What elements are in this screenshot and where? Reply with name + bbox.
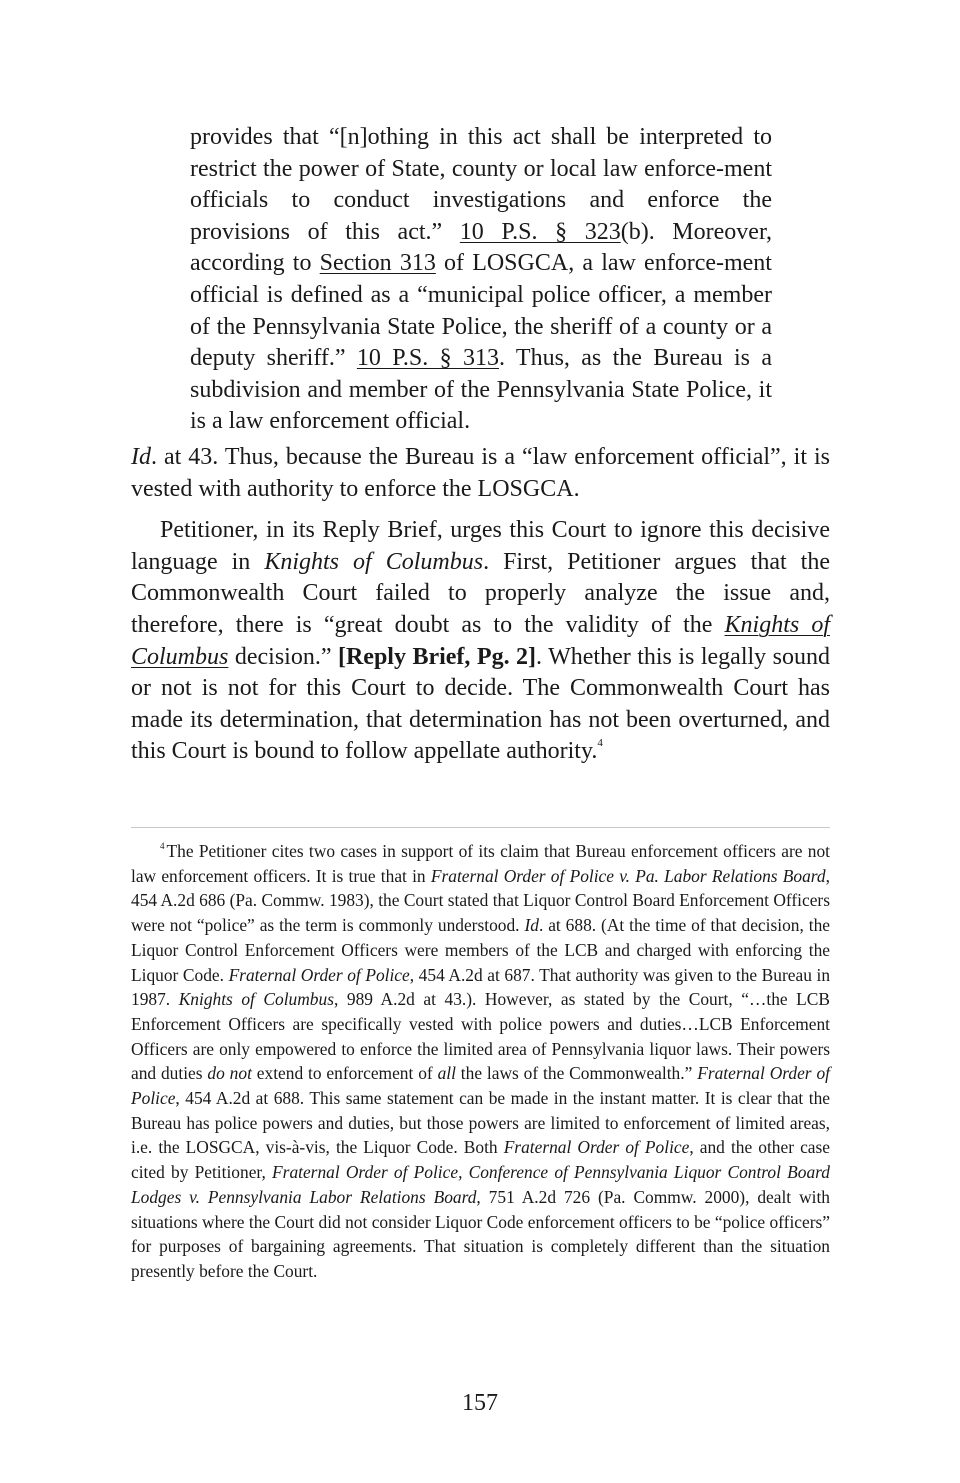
paragraph-reply-brief [131, 515, 830, 768]
paragraph-text: . First, Petitioner argues that the Commonwealth Court failed to properly analyze the issue and, therefore, there is “great doubt as to the validity of the [131, 548, 830, 638]
footnote-text: , 454 A.2d 686 (Pa. Commw. 1983), the Court stated that Liquor Control Board Enforcement Officers were not “police” as the term is commonly understood. [131, 865, 830, 936]
case-name: Fraternal Order of Police, Conference of Pennsylvania Liquor Control Board Lodges v. Pennsylvania Labor Relations Board [131, 1162, 830, 1207]
quote-text: . Thus, as the Bureau is a subdivision and member of the Pennsylvania State Police, it is a law enforcement official. [190, 345, 772, 435]
footnote-text: the laws of the Commonwealth.” [455, 1063, 698, 1084]
quote-text: (b). Moreover, according to [190, 218, 772, 277]
case-name: Knights of Columbus [178, 989, 334, 1010]
footnote-text: , 751 A.2d 726 (Pa. Commw. 2000), dealt with situations where the Court did not consider Liquor Code enforcement officers to be “police officers” for purposes of bargaining agreements. That situation is completely different than the situation presently before the Court. [131, 1186, 830, 1281]
case-name: Fraternal Order of Police [131, 1063, 830, 1109]
id-citation: Id [131, 443, 151, 470]
paragraph-text: Petitioner, in its Reply Brief, urges this Court to ignore this decisive language in [131, 517, 830, 575]
paragraph-text: decision.” [228, 643, 338, 670]
footnote-text: extend to enforcement of [251, 1063, 438, 1084]
paragraph-id-at-43 [131, 442, 830, 505]
footnote-4 [131, 839, 830, 1284]
emphasis: all [437, 1063, 456, 1084]
case-name: Knights of Columbus [264, 548, 484, 575]
reply-brief-cite: [Reply Brief, Pg. 2] [337, 643, 537, 670]
case-name: Fraternal Order of Police [503, 1137, 690, 1158]
case-name: Fraternal Order of Police [228, 964, 410, 985]
case-name-link[interactable]: Knights of Columbus [131, 611, 830, 670]
page-body [131, 122, 830, 768]
quote-text: of LOSGCA, a law enforce-ment official is defined as a “municipal police officer, a member of the Pennsylvania State Police, the sheriff of a county or a deputy sheriff.” [190, 250, 772, 372]
block-quote [190, 122, 772, 438]
footnote-separator [131, 827, 830, 828]
footnote-text: , 454 A.2d at 687. That authority was given to the Bureau in 1987. [131, 964, 831, 1010]
paragraph-text: . Whether this is legally sound or not is not for this Court to decide. The Commonwealth Court has made its determination, that determination has not been overturned, and this Court is bound to follow appellate authority. [131, 643, 830, 765]
page-number: 157 [462, 1390, 498, 1416]
citation-link[interactable]: 10 P.S. § 323 [459, 218, 621, 245]
footnote-reference[interactable]: 4 [597, 737, 603, 750]
footnote-number: 4 [160, 841, 165, 851]
emphasis: do not [207, 1063, 252, 1084]
quote-text: provides that “[n]othing in this act shall be interpreted to restrict the power of State, county or local law enforce-ment officials to conduct investigations and enforce the provisions of this act.” [190, 124, 772, 245]
paragraph-text: . at 43. Thus, because the Bureau is a “law enforcement official”, it is vested with authority to enforce the LOSGCA. [131, 443, 830, 502]
footnote-text: , and the other case cited by Petitioner, [131, 1137, 830, 1183]
footnote-text: . at 688. (At the time of that decision, the Liquor Control Enforcement Officers were members of the LCB and charged with enforcing the Liquor Code. [131, 915, 830, 985]
footnote-text: , 989 A.2d at 43.). However, as stated by the Court, “…the LCB Enforcement Officers are specifically vested with police powers and duties…LCB Enforcement Officers are only empowered to enforce the limited area of Pennsylvania liquor laws. Their powers and duties [131, 989, 830, 1084]
citation-link[interactable]: 10 P.S. § 313 [356, 345, 499, 372]
id-citation: Id [524, 915, 539, 936]
citation-link[interactable]: Section 313 [319, 250, 436, 277]
footnote-text: The Petitioner cites two cases in support of its claim that Bureau enforcement officers are not law enforcement officers. It is true that in [131, 841, 830, 886]
case-name: Fraternal Order of Police v. Pa. Labor Relations Board [430, 865, 826, 886]
footnote-text: , 454 A.2d at 688. This same statement can be made in the instant matter. It is clear that the Bureau has police powers and duties, but those powers are limited to enforcement of limited areas, i.e. the LOSGCA, vis-à-vis, the Liquor Code. Both [131, 1088, 830, 1158]
